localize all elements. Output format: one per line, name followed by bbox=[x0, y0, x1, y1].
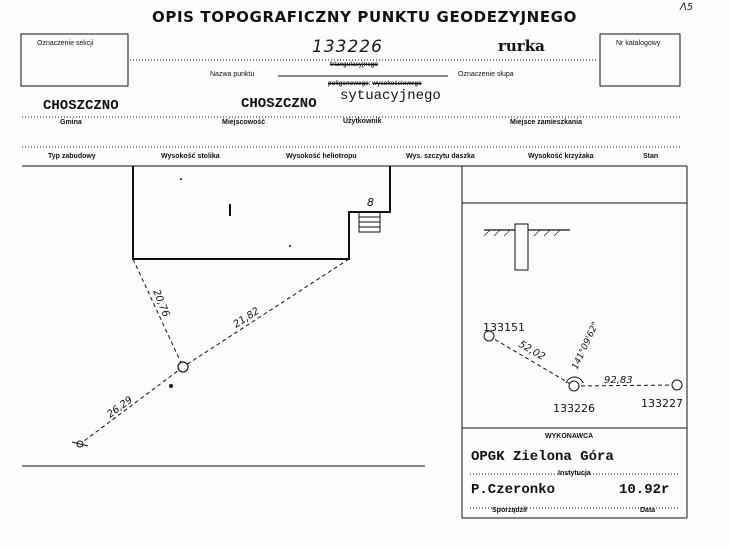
distance-a-label: 20,76 bbox=[150, 288, 172, 319]
network-point-center bbox=[569, 381, 579, 391]
form-title: OPIS TOPOGRAFICZNY PUNKTU GEODEZYJNEGO bbox=[152, 8, 577, 26]
type-triangulation: triangulacyjnego bbox=[330, 62, 379, 68]
uzytkownik-label: Użytkownik bbox=[343, 118, 382, 125]
dist-right-label: 92,83 bbox=[604, 375, 633, 386]
miejscowosc-label: Miejscowość bbox=[222, 119, 266, 126]
distance-b-label: 21,82 bbox=[231, 305, 262, 331]
point-name-label: Nazwa punktu bbox=[210, 71, 255, 78]
section-label: Oznaczenie sekcji bbox=[37, 40, 94, 47]
date-value: 10.92r bbox=[619, 482, 670, 498]
catalog-label: Nr katalogowy bbox=[616, 40, 661, 47]
col-wysokosc-heliotropu: Wysokość heliotropu bbox=[286, 153, 357, 160]
corner-mark: ᐱ5 bbox=[680, 2, 694, 13]
point-right-label: 133227 bbox=[641, 397, 683, 410]
prepared-label: Sporządził bbox=[492, 507, 528, 514]
date-label: Data bbox=[640, 507, 656, 514]
point-number: 133226 bbox=[312, 37, 383, 57]
point-center-label: 133226 bbox=[553, 402, 595, 415]
col-wysokosc-krzyzaka: Wysokość krzyżaka bbox=[528, 153, 594, 160]
building-number: 8 bbox=[367, 196, 374, 209]
point-left-label: 133151 bbox=[483, 321, 525, 334]
network-point-right bbox=[672, 380, 682, 390]
prepared-value: P.Czeronko bbox=[471, 482, 556, 498]
distance-c-label: 26,29 bbox=[105, 394, 135, 421]
pipe-marker-icon bbox=[515, 224, 528, 270]
miejsce-label: Miejsce zamieszkania bbox=[510, 119, 582, 126]
type-polygon-height: poligonowego: wysokościowego bbox=[328, 81, 422, 87]
marker-type: rurka bbox=[498, 37, 545, 55]
marker-label: Oznaczenie słupa bbox=[458, 71, 514, 78]
angle-label: 141°09'62" bbox=[570, 320, 602, 372]
executor-value: OPGK Zielona Góra bbox=[471, 449, 614, 465]
col-typ-zabudowy: Typ zabudowy bbox=[48, 153, 96, 160]
type-situational: sytuacyjnego bbox=[340, 88, 441, 104]
institution-label: Instytucja bbox=[558, 470, 591, 477]
executor-label: WYKONAWCA bbox=[545, 433, 594, 440]
col-wys-szczytu-daszka: Wys. szczytu daszka bbox=[406, 153, 475, 160]
miejscowosc-value: CHOSZCZNO bbox=[241, 96, 317, 112]
dist-left-label: 52,02 bbox=[516, 339, 547, 363]
gmina-value: CHOSZCZNO bbox=[43, 98, 119, 114]
gmina-label: Gmina bbox=[60, 119, 82, 126]
col-stan: Stan bbox=[643, 153, 659, 160]
col-wysokosc-stolika: Wysokość stolika bbox=[161, 153, 220, 160]
